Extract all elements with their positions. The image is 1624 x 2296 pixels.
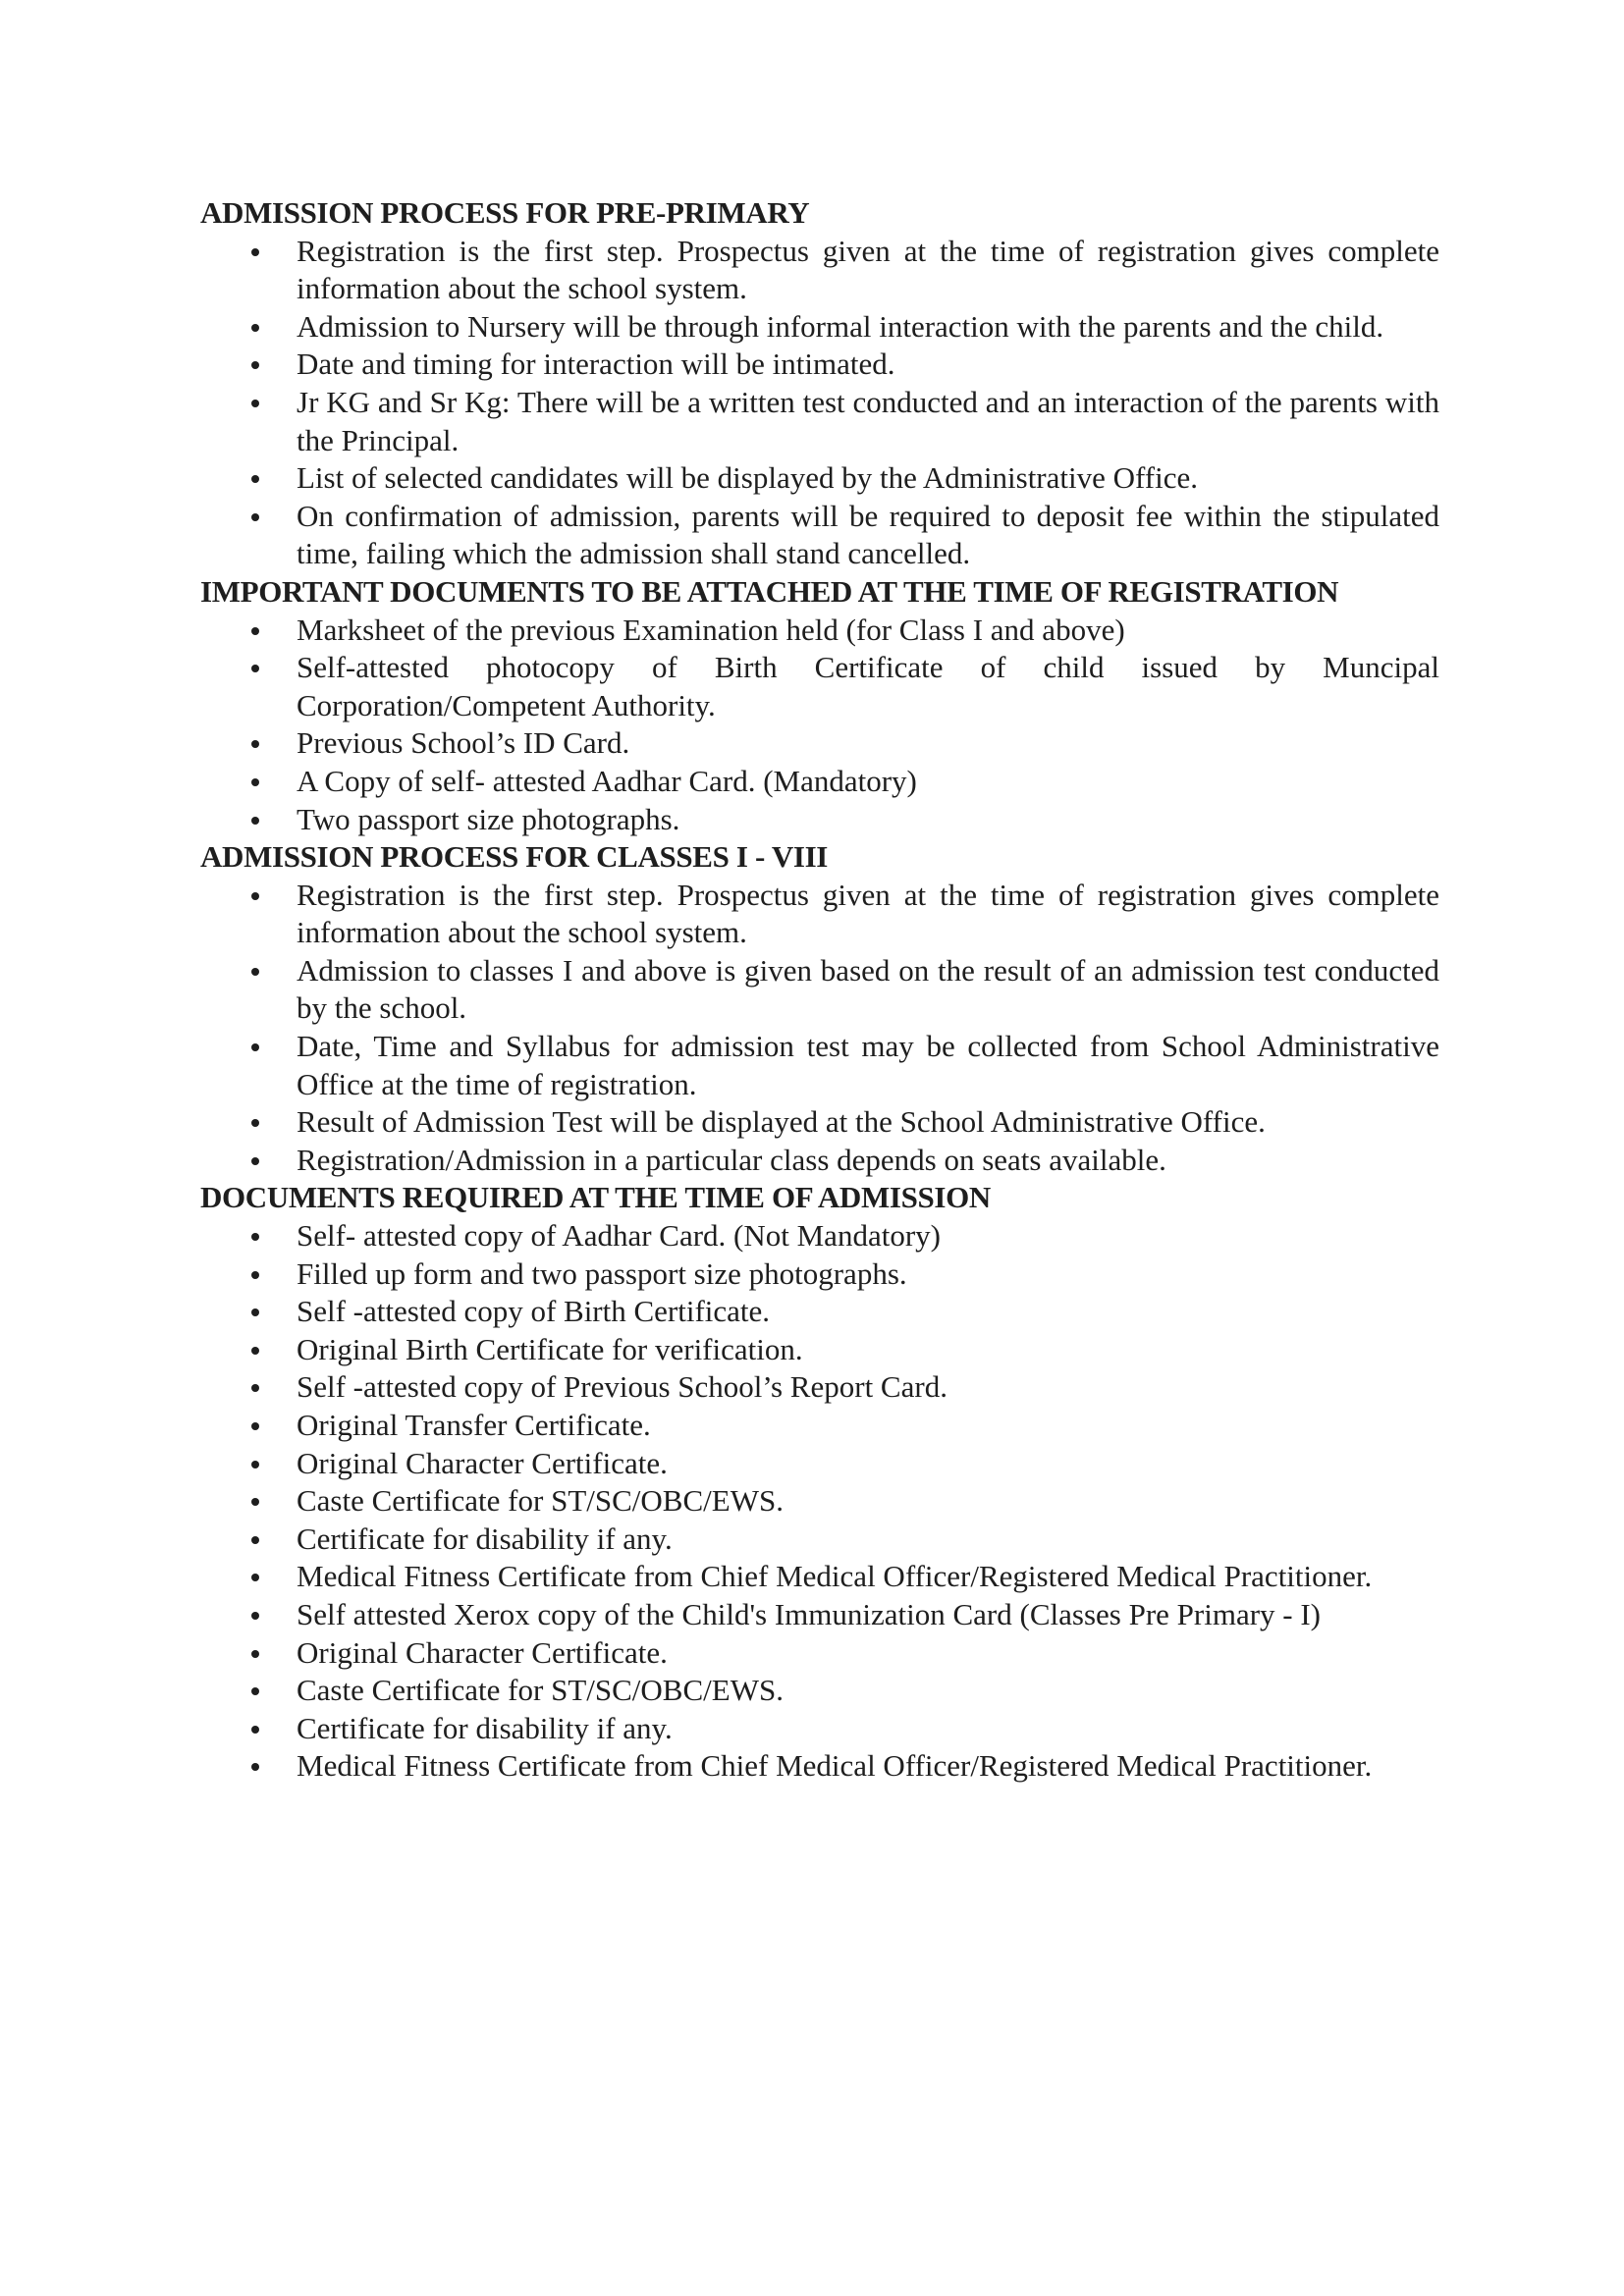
list-item (200, 1331, 1439, 1369)
bullet-icon (251, 1384, 259, 1392)
list-item-text: Registration is the first step. Prospectus given at the time of registration gives complete information about the school system. (297, 877, 1439, 950)
list-item (200, 1445, 1439, 1483)
list-item (200, 498, 1439, 573)
section-registration-documents (200, 573, 1439, 838)
list-item (200, 233, 1439, 308)
list-item-text: Certificate for disability if any. (297, 1710, 673, 1745)
bullet-list (200, 877, 1439, 1180)
list-item (200, 649, 1439, 724)
list-item (200, 459, 1439, 498)
section-pre-primary-admission (200, 194, 1439, 573)
list-item-text: Self -attested copy of Previous School’s Report Card. (297, 1369, 947, 1405)
bullet-icon (251, 1650, 259, 1658)
list-item (200, 384, 1439, 459)
bullet-icon (251, 1726, 259, 1734)
list-item (200, 612, 1439, 650)
list-item-text: Two passport size photographs. (297, 801, 680, 836)
list-item-text: Certificate for disability if any. (297, 1521, 673, 1556)
list-item-text: Self attested Xerox copy of the Child's Immunization Card (Classes Pre Primary - I) (297, 1596, 1321, 1631)
bullet-icon (251, 513, 259, 521)
list-item (200, 1028, 1439, 1103)
bullet-list (200, 1217, 1439, 1786)
bullet-icon (251, 361, 259, 369)
list-item-text: Self- attested copy of Aadhar Card. (Not Mandatory) (297, 1218, 941, 1254)
list-item-text: Original Transfer Certificate. (297, 1408, 651, 1442)
bullet-icon (251, 400, 259, 407)
list-item-text: Admission to classes I and above is given based on the result of an admission test conducted by the school. (297, 952, 1439, 1026)
bullet-icon (251, 1536, 259, 1544)
list-item-text: Self-attested photocopy of Birth Certificate of child issued by Muncipal Corporation/Competent Authority. (297, 650, 1439, 722)
list-item (200, 877, 1439, 952)
list-item-text: Previous School’s ID Card. (297, 725, 630, 761)
list-item (200, 308, 1439, 347)
list-item (200, 1710, 1439, 1748)
list-item-text: Filled up form and two passport size photographs. (297, 1255, 907, 1291)
list-item (200, 1217, 1439, 1255)
list-item-text: On confirmation of admission, parents will be required to deposit fee within the stipulated time, failing which the admission shall stand cancelled. (297, 498, 1439, 571)
bullet-icon (251, 892, 259, 900)
list-item (200, 1142, 1439, 1180)
section-heading: IMPORTANT DOCUMENTS TO BE ATTACHED AT THE TIME OF REGISTRATION (200, 573, 1339, 609)
list-item (200, 1482, 1439, 1521)
list-item (200, 801, 1439, 839)
list-item-text: Date, Time and Syllabus for admission test may be collected from School Administrative Office at the time of registration. (297, 1029, 1439, 1101)
bullet-icon (251, 1422, 259, 1430)
bullet-list (200, 612, 1439, 839)
list-item (200, 724, 1439, 763)
list-item (200, 1368, 1439, 1407)
bullet-icon (251, 627, 259, 635)
list-item (200, 1103, 1439, 1142)
bullet-icon (251, 1119, 259, 1127)
list-item-text: Admission to Nursery will be through informal interaction with the parents and the child. (297, 308, 1384, 344)
list-item (200, 1293, 1439, 1331)
bullet-icon (251, 1233, 259, 1241)
list-item (200, 346, 1439, 384)
list-item (200, 763, 1439, 801)
list-item (200, 1521, 1439, 1559)
list-item (200, 1747, 1439, 1786)
list-item-text: Caste Certificate for ST/SC/OBC/EWS. (297, 1483, 784, 1519)
bullet-icon (251, 1347, 259, 1355)
list-item (200, 1407, 1439, 1445)
bullet-icon (251, 968, 259, 976)
section-admission-documents (200, 1179, 1439, 1786)
list-item-text: Original Character Certificate. (297, 1445, 668, 1480)
bullet-icon (251, 1574, 259, 1581)
list-item-text: Result of Admission Test will be displayed at the School Administrative Office. (297, 1104, 1266, 1140)
bullet-icon (251, 665, 259, 672)
bullet-icon (251, 475, 259, 483)
section-heading: ADMISSION PROCESS FOR CLASSES I - VIII (200, 839, 829, 875)
list-item-text: Self -attested copy of Birth Certificate. (297, 1294, 771, 1329)
bullet-icon (251, 1612, 259, 1620)
section-classes-i-viii-admission (200, 838, 1439, 1179)
bullet-icon (251, 817, 259, 825)
list-item-text: List of selected candidates will be displayed by the Administrative Office. (297, 460, 1198, 496)
list-item (200, 1672, 1439, 1710)
list-item (200, 1634, 1439, 1673)
bullet-icon (251, 324, 259, 332)
list-item-text: Jr KG and Sr Kg: There will be a written test conducted and an interaction of the parents with the Principal. (297, 384, 1439, 457)
bullet-icon (251, 1043, 259, 1051)
document-page (200, 194, 1439, 1786)
bullet-icon (251, 1763, 259, 1771)
list-item-text: Original Character Certificate. (297, 1634, 668, 1670)
list-item-text: Original Birth Certificate for verification. (297, 1331, 803, 1366)
list-item (200, 1558, 1439, 1596)
list-item-text: Caste Certificate for ST/SC/OBC/EWS. (297, 1673, 784, 1708)
list-item (200, 1255, 1439, 1294)
bullet-icon (251, 740, 259, 748)
bullet-icon (251, 248, 259, 256)
list-item-text: Medical Fitness Certificate from Chief Medical Officer/Registered Medical Practitioner. (297, 1748, 1373, 1784)
list-item-text: Registration/Admission in a particular class depends on seats available. (297, 1142, 1166, 1177)
list-item-text: A Copy of self- attested Aadhar Card. (Mandatory) (297, 763, 917, 798)
bullet-list (200, 233, 1439, 573)
bullet-icon (251, 1461, 259, 1468)
bullet-icon (251, 1271, 259, 1279)
list-item-text: Medical Fitness Certificate from Chief Medical Officer/Registered Medical Practitioner. (297, 1559, 1373, 1594)
section-heading: ADMISSION PROCESS FOR PRE-PRIMARY (200, 195, 810, 230)
bullet-icon (251, 1308, 259, 1316)
bullet-icon (251, 1498, 259, 1506)
bullet-icon (251, 778, 259, 786)
bullet-icon (251, 1157, 259, 1165)
list-item-text: Marksheet of the previous Examination held (for Class I and above) (297, 612, 1125, 647)
list-item-text: Date and timing for interaction will be intimated. (297, 347, 895, 382)
section-heading: DOCUMENTS REQUIRED AT THE TIME OF ADMISSION (200, 1180, 991, 1215)
list-item-text: Registration is the first step. Prospectus given at the time of registration gives complete information about the school system. (297, 233, 1439, 306)
list-item (200, 1596, 1439, 1634)
bullet-icon (251, 1687, 259, 1695)
list-item (200, 952, 1439, 1028)
